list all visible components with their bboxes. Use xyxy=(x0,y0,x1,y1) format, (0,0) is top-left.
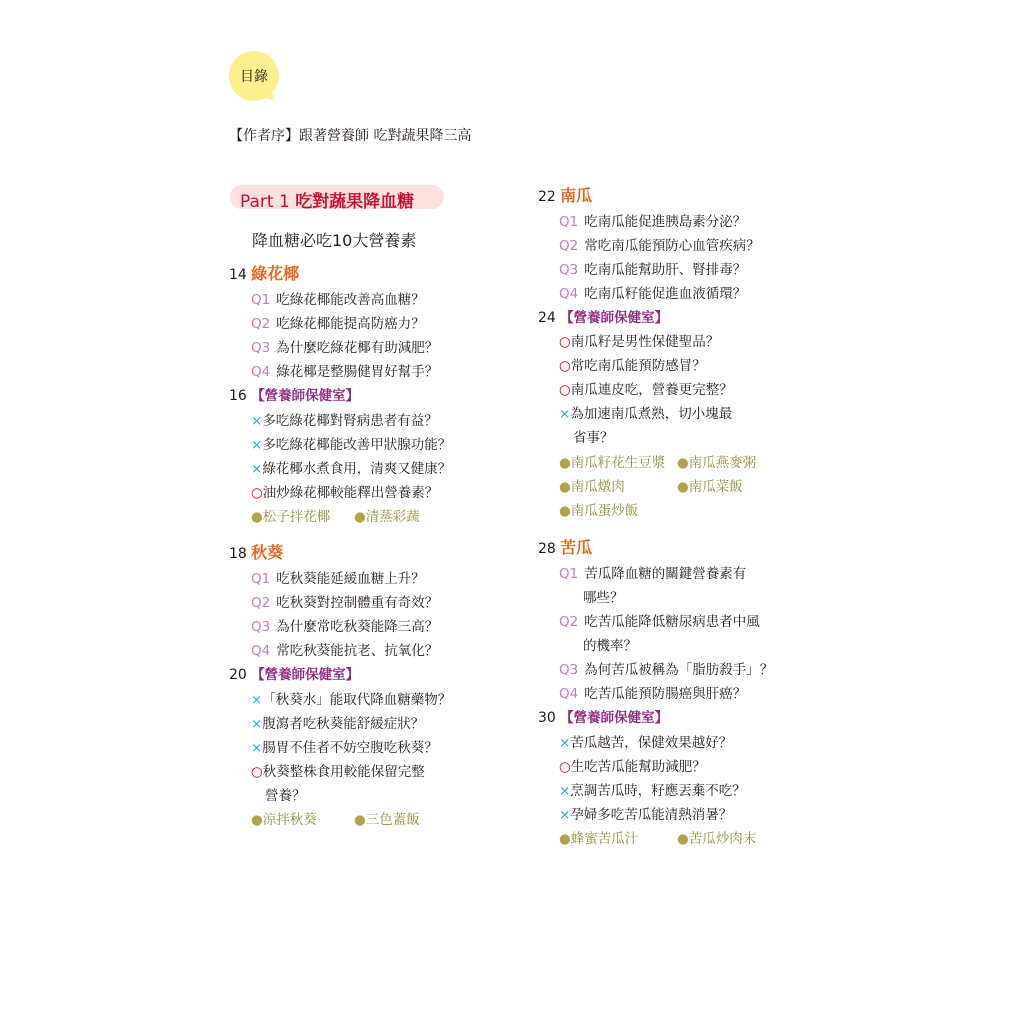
question-entry[interactable] xyxy=(559,564,746,584)
question-entry[interactable] xyxy=(251,593,438,613)
recipe-name: 苦瓜炒肉末 xyxy=(688,831,757,847)
bullet-icon: ● xyxy=(354,509,366,525)
section-heading-pumpkin[interactable] xyxy=(538,186,592,207)
question-number: Q3 xyxy=(251,619,271,635)
clinic-entry-continued: 省事？ xyxy=(573,430,614,446)
cross-icon: × xyxy=(251,437,263,453)
preface-entry[interactable]: 【作者序】跟著營養師 吃對蔬果降三高 xyxy=(229,128,472,144)
clinic-entry[interactable] xyxy=(559,733,732,753)
clinic-text: 多吃綠花椰能改善甲狀腺功能？ xyxy=(262,437,452,453)
question-number: Q1 xyxy=(251,571,271,587)
clinic-title: 【營養師保健室】 xyxy=(560,710,669,726)
clinic-entry[interactable] xyxy=(559,757,706,777)
bullet-icon: ● xyxy=(559,503,571,519)
question-entry[interactable] xyxy=(251,338,438,358)
clinic-entry[interactable] xyxy=(559,380,733,400)
question-entry[interactable] xyxy=(559,660,773,680)
clinic-entry[interactable] xyxy=(251,411,438,431)
part-subtitle: 降血糖必吃10大營養素 xyxy=(252,231,417,250)
question-entry[interactable] xyxy=(251,569,425,589)
contents-badge-label: 目錄 xyxy=(240,69,268,85)
question-entry[interactable] xyxy=(559,684,746,704)
clinic-entry-continued: 營養？ xyxy=(265,788,306,804)
question-number: Q1 xyxy=(559,566,579,582)
question-number: Q4 xyxy=(251,364,271,380)
question-text: 常吃秋葵能抗老、抗氧化？ xyxy=(276,643,439,659)
clinic-text: 油炒綠花椰較能釋出營養素？ xyxy=(262,485,439,501)
question-entry-continued: 的機率？ xyxy=(583,638,637,654)
circle-icon: ○ xyxy=(251,764,263,780)
cross-icon: × xyxy=(559,735,571,751)
question-entry[interactable] xyxy=(559,236,760,256)
recipe-name: 清蒸彩蔬 xyxy=(365,509,420,525)
clinic-entry[interactable] xyxy=(251,459,451,479)
circle-icon: ○ xyxy=(559,334,571,350)
cross-icon: × xyxy=(559,783,571,799)
question-text: 吃苦瓜能預防腸癌與肝癌？ xyxy=(584,686,747,702)
cross-icon: × xyxy=(251,740,263,756)
page-number: 28 xyxy=(538,541,556,557)
question-text: 吃南瓜籽能促進血液循環？ xyxy=(584,286,747,302)
question-entry[interactable] xyxy=(559,612,760,632)
section-heading-bitter-melon[interactable] xyxy=(538,538,592,559)
recipe-name: 南瓜菜飯 xyxy=(688,479,743,495)
question-number: Q4 xyxy=(559,286,579,302)
clinic-entry[interactable] xyxy=(559,332,719,352)
cross-icon: × xyxy=(251,716,263,732)
question-text: 吃南瓜能幫助肝、腎排毒？ xyxy=(584,262,747,278)
clinic-entry[interactable] xyxy=(559,805,732,825)
bullet-icon: ● xyxy=(559,479,571,495)
recipe-name: 涼拌秋葵 xyxy=(262,812,317,828)
question-entry[interactable] xyxy=(251,617,438,637)
clinic-entry[interactable] xyxy=(251,690,451,710)
clinic-entry[interactable] xyxy=(251,762,425,782)
question-number: Q4 xyxy=(251,643,271,659)
recipe-name: 南瓜燕麥粥 xyxy=(688,455,757,471)
clinic-text: 生吃苦瓜能幫助減肥？ xyxy=(570,759,706,775)
clinic-text: 綠花椰水煮食用，清爽又健康？ xyxy=(262,461,452,477)
page-number: 30 xyxy=(538,710,556,726)
question-number: Q4 xyxy=(559,686,579,702)
circle-icon: ○ xyxy=(251,485,263,501)
bullet-icon: ● xyxy=(677,831,689,847)
bullet-icon: ● xyxy=(251,812,263,828)
clinic-heading[interactable] xyxy=(538,708,668,728)
recipe-name: 松子拌花椰 xyxy=(262,509,331,525)
bullet-icon: ● xyxy=(354,812,366,828)
question-entry[interactable] xyxy=(251,290,425,310)
circle-icon: ○ xyxy=(559,358,571,374)
section-title: 南瓜 xyxy=(560,186,593,205)
question-text: 吃南瓜能促進胰島素分泌？ xyxy=(584,214,747,230)
bullet-icon: ● xyxy=(559,455,571,471)
question-entry[interactable] xyxy=(559,260,746,280)
part-label: Part 1 xyxy=(240,192,290,212)
clinic-text: 秋葵整株食用較能保留完整 xyxy=(262,764,425,780)
question-text: 為什麼吃綠花椰有助減肥？ xyxy=(276,340,439,356)
question-text: 為何苦瓜被稱為「脂肪殺手」？ xyxy=(584,662,774,678)
question-entry[interactable] xyxy=(251,362,438,382)
clinic-title: 【營養師保健室】 xyxy=(251,667,360,683)
bullet-icon: ● xyxy=(251,509,263,525)
bullet-icon: ● xyxy=(677,455,689,471)
question-number: Q2 xyxy=(251,595,271,611)
cross-icon: × xyxy=(559,807,571,823)
question-entry[interactable] xyxy=(559,212,746,232)
question-number: Q2 xyxy=(559,238,579,254)
bullet-icon: ● xyxy=(559,831,571,847)
clinic-title: 【營養師保健室】 xyxy=(560,310,669,326)
clinic-entry[interactable] xyxy=(251,738,438,758)
page-number: 16 xyxy=(229,388,247,404)
clinic-text: 多吃綠花椰對腎病患者有益？ xyxy=(262,413,438,429)
part-heading[interactable] xyxy=(240,187,414,212)
recipe-entry[interactable] xyxy=(677,477,743,497)
cross-icon: × xyxy=(251,692,263,708)
clinic-title: 【營養師保健室】 xyxy=(251,388,360,404)
question-number: Q2 xyxy=(251,316,271,332)
question-text: 吃綠花椰能改善高血糖？ xyxy=(276,292,425,308)
recipe-name: 南瓜燉肉 xyxy=(570,479,625,495)
recipe-name: 南瓜籽花生豆漿 xyxy=(570,455,666,471)
recipe-entry[interactable] xyxy=(559,477,625,497)
cross-icon: × xyxy=(251,461,263,477)
recipe-entry[interactable] xyxy=(251,507,330,527)
page-number: 24 xyxy=(538,310,556,326)
question-number: Q1 xyxy=(251,292,271,308)
recipe-entry[interactable] xyxy=(354,810,420,830)
cross-icon: × xyxy=(251,413,263,429)
question-number: Q3 xyxy=(559,262,579,278)
circle-icon: ○ xyxy=(559,382,571,398)
clinic-heading[interactable] xyxy=(229,665,359,685)
question-number: Q3 xyxy=(251,340,271,356)
recipe-entry[interactable] xyxy=(677,829,756,849)
page-number: 20 xyxy=(229,667,247,683)
recipe-entry[interactable] xyxy=(354,507,420,527)
clinic-entry[interactable] xyxy=(251,714,424,734)
question-entry[interactable] xyxy=(251,314,425,334)
recipe-entry[interactable] xyxy=(559,829,638,849)
bullet-icon: ● xyxy=(677,479,689,495)
section-title: 綠花椰 xyxy=(251,264,300,283)
section-title: 秋葵 xyxy=(251,543,284,562)
recipe-name: 蜂蜜苦瓜汁 xyxy=(570,831,639,847)
clinic-text: 南瓜連皮吃，營養更完整？ xyxy=(570,382,733,398)
clinic-entry[interactable] xyxy=(559,404,732,424)
question-text: 吃秋葵能延緩血糖上升？ xyxy=(276,571,425,587)
recipe-name: 三色蓋飯 xyxy=(365,812,420,828)
recipe-name: 南瓜蛋炒飯 xyxy=(570,503,639,519)
clinic-text: 腹瀉者吃秋葵能舒緩症狀？ xyxy=(262,716,425,732)
recipe-entry[interactable] xyxy=(559,453,665,473)
clinic-text: 南瓜籽是男性保健聖品？ xyxy=(570,334,720,350)
question-text: 吃秋葵對控制體重有奇效？ xyxy=(276,595,439,611)
cross-icon: × xyxy=(559,406,571,422)
page-number: 14 xyxy=(229,267,247,283)
clinic-entry[interactable] xyxy=(559,356,706,376)
question-entry-continued: 哪些？ xyxy=(583,590,624,606)
question-text: 綠花椰是整腸健胃好幫手？ xyxy=(276,364,439,380)
question-entry[interactable] xyxy=(251,641,438,661)
section-heading-broccoli[interactable] xyxy=(229,264,299,285)
part-title: 吃對蔬果降血糖 xyxy=(295,192,415,212)
clinic-heading[interactable] xyxy=(538,308,668,328)
clinic-text: 常吃南瓜能預防感冒？ xyxy=(570,358,706,374)
clinic-entry[interactable] xyxy=(251,435,451,455)
question-text: 常吃南瓜能預防心血管疾病？ xyxy=(584,238,760,254)
clinic-text: 烹調苦瓜時，籽應丟棄不吃？ xyxy=(570,783,746,799)
clinic-text: 孕婦多吃苦瓜能清熱消暑？ xyxy=(570,807,733,823)
recipe-entry[interactable] xyxy=(677,453,756,473)
clinic-text: 「秋葵水」能取代降血糖藥物？ xyxy=(262,692,452,708)
page-number: 22 xyxy=(538,189,556,205)
question-number: Q2 xyxy=(559,614,579,630)
clinic-text: 苦瓜越苦，保健效果越好？ xyxy=(570,735,733,751)
question-text: 吃綠花椰能提高防癌力？ xyxy=(276,316,425,332)
question-number: Q3 xyxy=(559,662,579,678)
clinic-text: 為加速南瓜煮熟，切小塊最 xyxy=(570,406,733,422)
clinic-entry[interactable] xyxy=(251,483,438,503)
page-number: 18 xyxy=(229,546,247,562)
clinic-heading[interactable] xyxy=(229,386,359,406)
section-title: 苦瓜 xyxy=(560,538,593,557)
question-entry[interactable] xyxy=(559,284,746,304)
question-text: 為什麼常吃秋葵能降三高？ xyxy=(276,619,439,635)
recipe-entry[interactable] xyxy=(251,810,317,830)
question-text: 苦瓜降血糖的關鍵營養素有 xyxy=(584,566,747,582)
circle-icon: ○ xyxy=(559,759,571,775)
question-text: 吃苦瓜能降低糖尿病患者中風 xyxy=(584,614,760,630)
clinic-text: 腸胃不佳者不妨空腹吃秋葵？ xyxy=(262,740,438,756)
recipe-entry[interactable] xyxy=(559,501,638,521)
section-heading-okra[interactable] xyxy=(229,543,283,564)
question-number: Q1 xyxy=(559,214,579,230)
clinic-entry[interactable] xyxy=(559,781,746,801)
